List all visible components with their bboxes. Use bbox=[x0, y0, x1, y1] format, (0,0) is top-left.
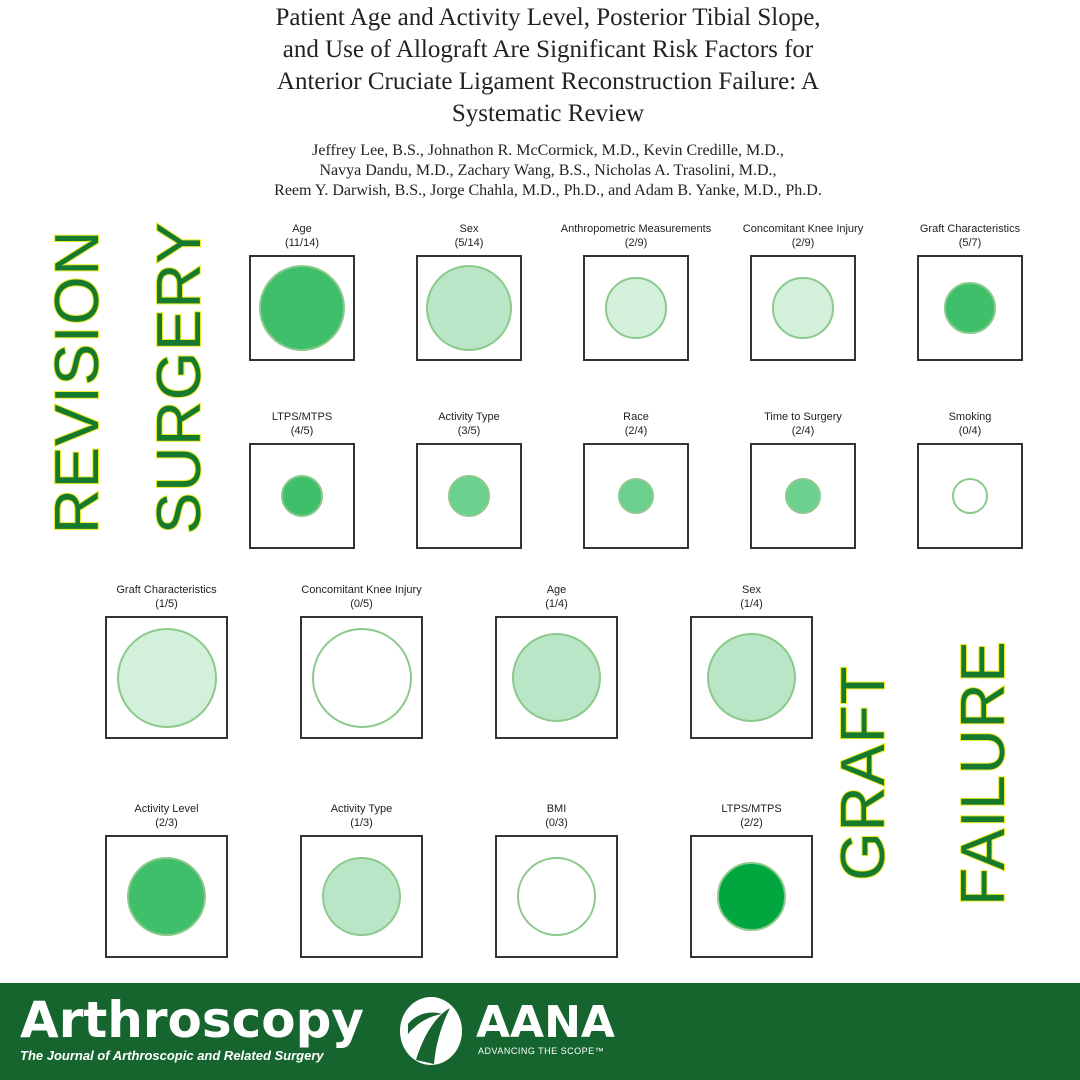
factor-label: BMI bbox=[546, 803, 567, 815]
factor-count: (4/5) bbox=[290, 425, 314, 437]
factor-bubble bbox=[772, 277, 833, 338]
factor-label: Concomitant Knee Injury bbox=[742, 223, 864, 235]
factor-count: (2/2) bbox=[740, 817, 763, 829]
factor-count: (2/3) bbox=[155, 817, 178, 829]
factor-bubble bbox=[717, 862, 786, 931]
aana-name: AANA bbox=[476, 997, 615, 1048]
factor-count: (2/4) bbox=[791, 425, 815, 437]
factor-count: (2/9) bbox=[624, 237, 648, 249]
aana-tagline: ADVANCING THE SCOPE™ bbox=[478, 1046, 605, 1056]
failure-label: FAILURE bbox=[949, 640, 1018, 906]
factor-label: Activity Type bbox=[330, 803, 393, 815]
factor-label: Race bbox=[623, 411, 649, 423]
factor-bubble bbox=[426, 265, 512, 351]
aana-logo-icon bbox=[396, 994, 466, 1068]
factor-count: (1/4) bbox=[740, 598, 763, 610]
factor-label: LTPS/MTPS bbox=[721, 803, 782, 815]
factor-label: Activity Level bbox=[134, 803, 199, 815]
revision-label: REVISION bbox=[43, 229, 112, 534]
factor-count: (5/7) bbox=[958, 237, 982, 249]
factor-count: (2/4) bbox=[624, 425, 648, 437]
factor-count: (0/3) bbox=[545, 817, 568, 829]
factor-count: (0/4) bbox=[958, 425, 982, 437]
factor-bubble bbox=[281, 475, 323, 517]
factor-label: Age bbox=[292, 223, 312, 235]
title-line: Patient Age and Activity Level, Posterior Tibial Slope, bbox=[275, 4, 821, 31]
journal-subtitle: The Journal of Arthroscopic and Related Surgery bbox=[20, 1048, 324, 1063]
factor-label: LTPS/MTPS bbox=[271, 411, 333, 423]
factor-label: Age bbox=[546, 584, 567, 596]
surgery-label: SURGERY bbox=[145, 221, 214, 534]
factor-count: (1/5) bbox=[155, 598, 178, 610]
factor-label: Graft Characteristics bbox=[116, 584, 217, 596]
factor-bubble bbox=[517, 857, 596, 936]
factor-label: Sex bbox=[459, 223, 479, 235]
title-line: Systematic Review bbox=[451, 100, 645, 127]
factor-count: (1/3) bbox=[350, 817, 373, 829]
author-line: Jeffrey Lee, B.S., Johnathon R. McCormick, M.D., Kevin Credille, M.D., bbox=[312, 142, 784, 159]
author-line: Reem Y. Darwish, B.S., Jorge Chahla, M.D., Ph.D., and Adam B. Yanke, M.D., Ph.D. bbox=[274, 182, 822, 199]
factor-bubble bbox=[127, 857, 206, 936]
factor-bubble bbox=[512, 633, 602, 723]
factor-label: Sex bbox=[742, 584, 761, 596]
paper-title bbox=[0, 2, 1080, 130]
title-line: and Use of Allograft Are Significant Risk Factors for bbox=[282, 36, 814, 63]
factor-count: (11/14) bbox=[284, 237, 320, 249]
factor-bubble bbox=[117, 628, 217, 728]
factor-count: (3/5) bbox=[457, 425, 481, 437]
graft-label: GRAFT bbox=[829, 665, 898, 881]
factor-label: Anthropometric Measurements bbox=[560, 223, 712, 235]
factor-label: Activity Type bbox=[438, 411, 500, 423]
factor-bubble bbox=[322, 857, 401, 936]
factor-bubble bbox=[944, 282, 996, 334]
factor-label: Graft Characteristics bbox=[919, 223, 1021, 235]
factor-count: (1/4) bbox=[545, 598, 568, 610]
factor-count: (2/9) bbox=[791, 237, 815, 249]
factor-bubble bbox=[605, 277, 666, 338]
factor-bubble bbox=[312, 628, 412, 728]
factor-label: Time to Surgery bbox=[764, 411, 842, 423]
factor-bubble bbox=[259, 265, 345, 351]
journal-brand: Arthroscopy bbox=[20, 991, 364, 1049]
title-line: Anterior Cruciate Ligament Reconstruction Failure: A bbox=[276, 68, 820, 95]
factor-count: (0/5) bbox=[350, 598, 373, 610]
factor-label: Concomitant Knee Injury bbox=[301, 584, 422, 596]
author-line: Navya Dandu, M.D., Zachary Wang, B.S., Nicholas A. Trasolini, M.D., bbox=[319, 162, 777, 179]
author-list bbox=[0, 141, 1080, 201]
factor-bubble bbox=[707, 633, 797, 723]
factor-count: (5/14) bbox=[454, 237, 484, 249]
factor-bubble bbox=[448, 475, 490, 517]
factor-label: Smoking bbox=[948, 411, 992, 423]
